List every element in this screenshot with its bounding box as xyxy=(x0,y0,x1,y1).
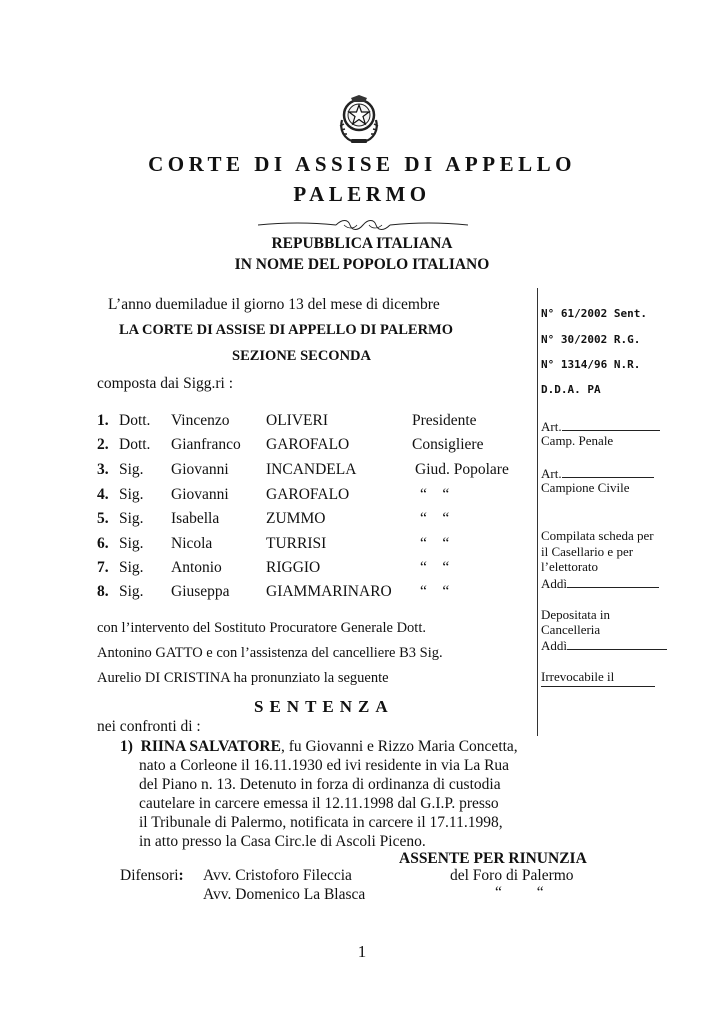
member-first-name: Gianfranco xyxy=(171,436,241,453)
defender-1-name: Avv. Cristoforo Fileccia xyxy=(203,867,352,884)
member-first-name: Antonio xyxy=(171,559,222,576)
art-line-2: Art. xyxy=(541,465,654,481)
member-title: Sig. xyxy=(119,461,144,478)
member-title: Dott. xyxy=(119,436,151,453)
sentenza-heading: SENTENZA xyxy=(254,697,394,716)
member-number: 4. xyxy=(97,486,109,503)
defender-2-forum: “ “ xyxy=(495,884,544,901)
defendant-line-1 xyxy=(120,738,518,757)
member-number: 6. xyxy=(97,535,109,552)
dda-label: D.D.A. PA xyxy=(541,383,601,396)
member-number: 5. xyxy=(97,510,109,527)
member-first-name: Nicola xyxy=(171,535,213,552)
member-title: Sig. xyxy=(119,559,144,576)
scheda-line-2: il Casellario e per xyxy=(541,544,634,559)
addi-line-2: Addì xyxy=(541,637,667,653)
defendant-line-2: nato a Corleone il 16.11.1930 ed ivi residente in via La Rua xyxy=(139,757,510,774)
member-last-name: GAROFALO xyxy=(266,436,350,453)
member-first-name: Giovanni xyxy=(171,461,229,478)
member-number: 8. xyxy=(97,583,109,600)
member-last-name: GAROFALO xyxy=(266,486,350,503)
section-line: SEZIONE SECONDA xyxy=(232,348,371,364)
court-title-line1: CORTE DI ASSISE DI APPELLO xyxy=(148,152,576,176)
art-line-1: Art. xyxy=(541,418,660,434)
member-title: Sig. xyxy=(119,486,144,503)
member-last-name: RIGGIO xyxy=(266,559,321,576)
defendant-line-3: del Piano n. 13. Detenuto in forza di ordinanza di custodia xyxy=(139,776,501,793)
date-line: L’anno duemiladue il giorno 13 del mese di dicembre xyxy=(108,296,440,313)
defender-1-forum: del Foro di Palermo xyxy=(450,867,574,884)
defendant-name: RIINA SALVATORE xyxy=(140,738,281,755)
composed-line: composta dai Sigg.ri : xyxy=(97,375,234,392)
member-number: 3. xyxy=(97,461,109,478)
intervention-line-1: con l’intervento del Sostituto Procuratore Generale Dott. xyxy=(97,620,426,636)
member-first-name: Giovanni xyxy=(171,486,229,503)
member-last-name: INCANDELA xyxy=(266,461,357,478)
deposit-line-1: Depositata in xyxy=(541,607,610,622)
member-role: Presidente xyxy=(412,412,477,429)
defender-2-name: Avv. Domenico La Blasca xyxy=(203,886,366,903)
against-line: nei confronti di : xyxy=(97,718,201,735)
page-number: 1 xyxy=(357,942,367,961)
member-title: Sig. xyxy=(119,583,144,600)
defendant-line-6: in atto presso la Casa Circ.le di Ascoli Piceno. xyxy=(139,833,426,850)
italian-republic-emblem-icon xyxy=(336,94,382,148)
defenders-label: Difensori: xyxy=(120,867,184,884)
member-role: “ “ xyxy=(420,486,450,503)
news-register-number: N° 1314/96 N.R. xyxy=(541,358,641,371)
defendant-parents: , fu Giovanni e Rizzo Maria Concetta, xyxy=(280,738,518,755)
irrevocable-label: Irrevocabile il xyxy=(541,669,615,684)
member-role: “ “ xyxy=(420,510,450,527)
member-role: Consigliere xyxy=(412,436,484,453)
member-title: Dott. xyxy=(119,412,151,429)
member-first-name: Isabella xyxy=(171,510,220,527)
member-last-name: OLIVERI xyxy=(266,412,328,429)
member-role: “ “ xyxy=(420,535,450,552)
court-line: LA CORTE DI ASSISE DI APPELLO DI PALERMO xyxy=(119,322,454,338)
camp-penale-label: Camp. Penale xyxy=(541,433,614,448)
intervention-line-3: Aurelio DI CRISTINA ha pronunziato la seguente xyxy=(97,670,389,686)
member-last-name: TURRISI xyxy=(266,535,327,552)
member-first-name: Vincenzo xyxy=(171,412,230,429)
member-number: 7. xyxy=(97,559,109,576)
campione-civile-label: Campione Civile xyxy=(541,480,630,495)
member-title: Sig. xyxy=(119,510,144,527)
member-role: “ “ xyxy=(420,583,450,600)
member-last-name: GIAMMARINARO xyxy=(266,583,392,600)
addi-line-1: Addì xyxy=(541,575,659,591)
deposit-line-2: Cancelleria xyxy=(541,622,601,637)
defendant-number: 1) xyxy=(120,738,133,755)
member-role: “ “ xyxy=(420,559,450,576)
defendant-status: ASSENTE PER RINUNZIA xyxy=(399,850,587,867)
court-title-line2: PALERMO xyxy=(293,182,431,206)
sidebar-divider xyxy=(537,288,538,736)
scheda-line-3: l’elettorato xyxy=(541,559,599,574)
defendant-line-5: il Tribunale di Palermo, notificata in carcere il 17.11.1998, xyxy=(139,814,503,831)
member-role: Giud. Popolare xyxy=(415,461,509,478)
member-title: Sig. xyxy=(119,535,144,552)
republic-heading: REPUBBLICA ITALIANA xyxy=(271,235,453,252)
scheda-line-1: Compilata scheda per xyxy=(541,528,654,543)
general-register-number: N° 30/2002 R.G. xyxy=(541,333,641,346)
defendant-line-4: cautelare in carcere emessa il 12.11.1998 dal G.I.P. presso xyxy=(139,795,499,812)
member-first-name: Giuseppa xyxy=(171,583,230,600)
member-number: 2. xyxy=(97,436,109,453)
people-heading: IN NOME DEL POPOLO ITALIANO xyxy=(234,256,490,273)
member-last-name: ZUMMO xyxy=(266,510,326,527)
member-number: 1. xyxy=(97,412,109,429)
decorative-flourish-divider xyxy=(258,218,468,232)
intervention-line-2: Antonino GATTO e con l’assistenza del cancelliere B3 Sig. xyxy=(97,645,443,661)
sentence-number: N° 61/2002 Sent. xyxy=(541,307,647,320)
irrevocable-blank xyxy=(541,686,655,687)
